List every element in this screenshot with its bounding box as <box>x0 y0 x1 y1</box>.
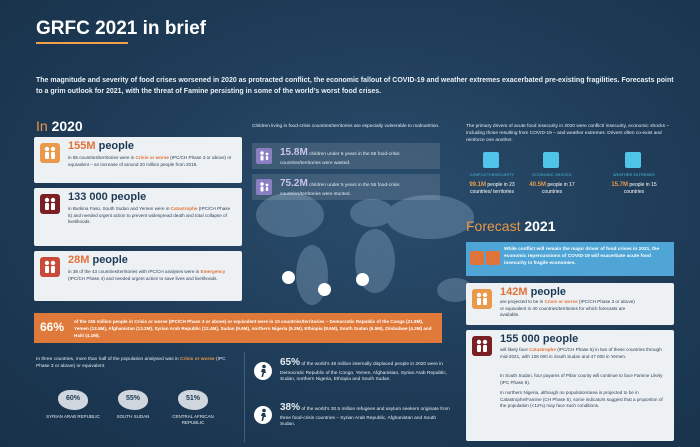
child-icon <box>256 179 272 195</box>
stat-value: 155 000 people <box>500 333 579 345</box>
children-wasted-text: 15.8M children under 5 years in the 55 food-crisis countries/territories were wasted. <box>280 147 400 166</box>
title-underline <box>36 42 128 44</box>
intro-text: The magnitude and severity of food crises worsened in 2020 as protracted conflict, the economic fallout of COVID-19 and weather extremes exacerbated pre-existing fragilities. Forecasts point to a grim outlook for 2021, with the threat of Famine persisting in some of the world’s worst food crises. <box>36 77 674 95</box>
country-name: SOUTH SUDAN <box>116 414 150 419</box>
driver-label: CONFLICT/INSECURITY <box>469 173 515 177</box>
card-28m <box>34 251 242 301</box>
country-shape-syria: 60% <box>58 390 88 410</box>
country-name: SYRIAN ARAB REPUBLIC <box>46 414 100 419</box>
map-marker-people-icon <box>318 283 331 296</box>
driver-label: ECONOMIC SHOCKS <box>532 173 572 177</box>
section-2020-heading: In 2020 <box>36 118 83 134</box>
driver-value: 15.7M people in 15 countries <box>611 182 657 196</box>
displaced-person-icon <box>254 406 272 424</box>
map-marker-people-icon <box>282 271 295 284</box>
stat-description: are projected to be in Crisis or worse (IPC/CH Phase 3 or above) or equivalent in 40 countries/territories for which forecasts are available. <box>500 299 635 318</box>
economic-shock-icon <box>543 152 559 168</box>
card-133000 <box>34 188 242 246</box>
country-name: CENTRAL AFRICAN REPUBLIC <box>172 414 214 425</box>
card-155m <box>34 137 242 183</box>
top-ten-percent: 66% <box>40 320 65 334</box>
people-icon <box>40 143 60 163</box>
top-ten-text: of the 155 million people in Crisis or worse (IPC/CH Phase 3 or above) or equivalent were in 10 countries/territories – Democratic Republic of the Congo (21.8M), Yemen (13.5M), Afghanistan (13.2M), Syrian Arab Republic (12.4M), Sudan (9.6M), northern Nigeria (9.2M), Ethiopia (8.6M), South Sudan (6.5M), Zimbabwe (4.3M) and Haiti (4.1M). <box>74 319 432 338</box>
stat-value: 155M people <box>68 140 135 152</box>
weather-icon <box>625 152 641 168</box>
driver-label: WEATHER EXTREMES <box>613 173 655 177</box>
card-155000 <box>466 330 674 441</box>
drivers-heading: The primary drivers of acute food insecurity in 2020 were conflict/ insecurity, economic shocks – including those resulting from COVID-19 – and weather extremes. Drivers often co-exist and reinforce one another. <box>466 124 670 143</box>
half-population-text: In three countries, more than half of the population analysed was in Crisis or worse (IPC Phase 3 or above) or equivalent. <box>36 357 226 369</box>
stat-description: in 55 countries/territories were in Crisis or worse (IPC/CH Phase 3 or above) or equivalent – an increase of around 20 million people from 2019. <box>68 155 232 167</box>
driver-value: 99.1M people in 23 countries/ territories <box>469 182 515 196</box>
section-2021-heading: Forecast 2021 <box>466 218 556 234</box>
displaced-person-icon <box>254 362 272 380</box>
stat-description: will likely face Catastrophe (IPC/CH Phase 5) in two of these countries through mid-2021, with 108 000 in South Sudan and 47 000 in Yemen. <box>500 347 662 359</box>
children-stunted-row <box>252 174 440 200</box>
conflict-icon <box>470 251 484 265</box>
refugee-text: 38% of the world’s 30.5 million refugees and asylum seekers originate from three food-crisis countries – Syrian Arab Republic, Afghanistan and South Sudan. <box>280 402 450 428</box>
country-shape-south-sudan: 55% <box>118 390 148 410</box>
people-icon <box>472 289 492 309</box>
forecast-lead-box <box>466 242 674 276</box>
idp-text: 65% of the world’s 48 million internally displaced people in 2020 were in Democratic Republic of the Congo, Yemen, Afghanistan, Syrian Arab Republic, Sudan, northern Nigeria, Ethiopia and South Sudan. <box>280 357 447 383</box>
page-title: GRFC 2021 in brief <box>36 18 206 39</box>
people-icon <box>472 336 492 356</box>
stat-description: in Burkina Faso, South Sudan and Yemen were in Catastrophe (IPC/CH Phase 5) and needed urgent action to prevent widespread death and total collapse of livelihoods. <box>68 206 231 225</box>
stat-value: 142M people <box>500 286 567 298</box>
conflict-icon <box>483 152 499 168</box>
forecast-lead-text: While conflict will remain the major driver of food crises in 2021, the economic repercussions of COVID-19 will exacerbate acute food insecurity in fragile economies. <box>504 247 660 266</box>
economic-shock-icon <box>486 251 500 265</box>
stat-value: 28M people <box>68 254 128 266</box>
children-stunted-text: 75.2M children under 5 years in the 55 food-crisis countries/territories were stunted. <box>280 178 400 197</box>
divider <box>244 352 245 442</box>
map-marker-people-icon <box>356 273 369 286</box>
child-icon <box>256 148 272 164</box>
country-shape-car: 51% <box>178 390 208 410</box>
people-icon <box>40 194 60 214</box>
people-icon <box>40 257 60 277</box>
driver-value: 40.5M people in 17 countries <box>529 182 575 196</box>
stat-value: 133 000 people <box>68 191 147 203</box>
south-sudan-note: In South Sudan, four payams of Pibor county will continue to face Famine Likely (IPC Phase 5). <box>500 373 663 385</box>
children-wasted-row <box>252 143 440 169</box>
top-ten-countries-bar <box>34 313 442 343</box>
card-142m <box>466 283 674 325</box>
nigeria-note: In northern Nigeria, although no population/area is projected to be in Catastrophe/Famine (CH Phase 5), some indicators suggest that a proportion of the population (<12%) may face such conditions. <box>500 390 663 409</box>
stat-description: in 38 of the 43 countries/territories with IPC/CH analyses were in Emergency (IPC/CH Phase 4) and needed urgent action to save lives and livelihoods. <box>68 269 226 281</box>
children-heading: Children living in food-crisis countries/territories are especially vulnerable to malnutrition. <box>252 124 440 129</box>
